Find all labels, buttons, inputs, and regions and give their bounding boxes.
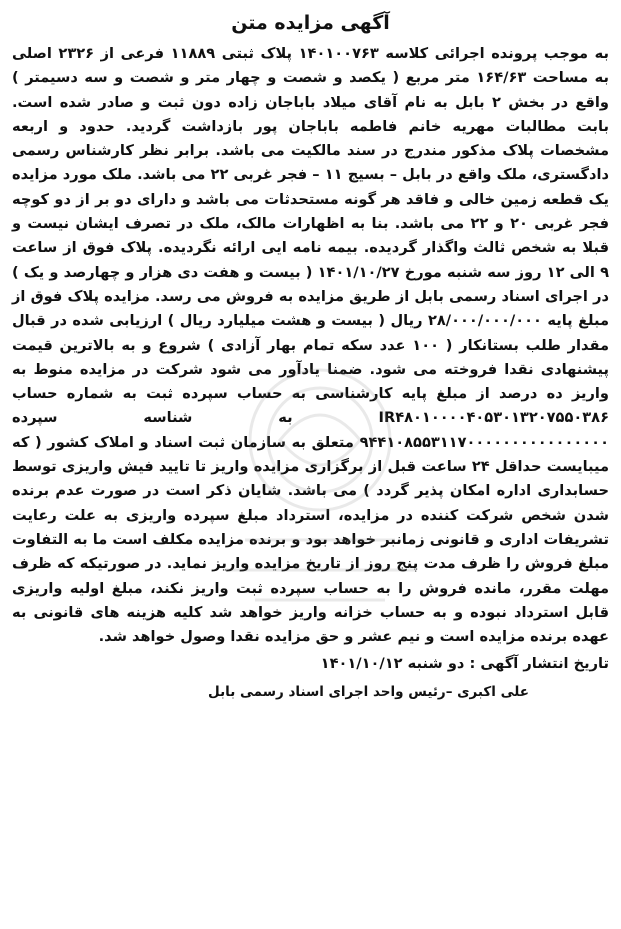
signature-line: علی اکبری –رئیس واحد اجرای اسناد رسمی بابل: [208, 684, 529, 701]
notice-body: به موجب پرونده اجرائی کلاسه ۱۴۰۱۰۰۷۶۳ پلاک ثبتی ۱۱۸۸۹ فرعی از ۲۳۲۶ اصلی به مساحت ۱۶۴/۶۳ متر مربع ( یکصد و شصت و چهار متر و شصت و سه دسیمتر ) واقع در بخش ۲ بابل به نام آقای میلاد باباجان زاده دون ثبت و صادر شده است. بابت مطالبات مهریه خانم فاطمه باباجان پور بازداشت گردید. حدود و اربعه مشخصات پلاک مذکور مندرج در سند مالکیت می باشد. برابر نظر کارشناس رسمی دادگستری، ملک واقع در بابل – بسیج ۱۱ – فجر غربی ۲۲ می باشد. ملک مورد مزایده یک قطعه زمین خالی و فاقد هر گونه مستحدثات می باشد و دارای دو بر از دو کوچه فجر غربی ۲۰ و ۲۲ می باشد. بنا به اظهارات مالک، ملک در تصرف ایشان نیست و قبلا به شخص ثالث واگذار گردیده. بیمه نامه ایی ارائه نگردیده. پلاک فوق از ساعت ۹ الی ۱۲ روز سه شنبه مورخ ۱۴۰۱/۱۰/۲۷ ( بیست و هفت دی هزار و چهارصد و یک ) در اجرای اسناد رسمی بابل از طریق مزایده به فروش می رسد. مزایده پلاک فوق از مبلغ پایه ۲۸/۰۰۰/۰۰۰/۰۰۰ ریال ( بیست و هشت میلیارد ریال ) ارزیابی شده در قبال مقدار طلب بستانکار ( ۱۰۰ عدد سکه تمام بهار آزادی ) شروع و به بالاترین قیمت پیشنهادی نقدا فروخته می شود. ضمنا یادآور می شود شرکت در مزایده منوط به واریز ده درصد از مبلغ پایه کارشناسی به حساب سپرده ثبت به شماره حساب IR۴۸۰۱۰۰۰۰۴۰۵۳۰۱۳۲۰۷۵۵۰۳۸۶ به شناسه سپرده ۹۴۴۱۰۸۵۵۳۱۱۷۰۰۰۰۰۰۰۰۰۰۰۰۰۰۰۰ متعلق به سازمان ثبت اسناد و املاک کشور ( که میبایست حداقل ۲۴ ساعت قبل از برگزاری مزایده واریز تا تایید فیش واریزی توسط حسابداری اداره امکان پذیر گردد ) می باشد. شایان ذکر است در صورت عدم برنده شدن شخص شرکت کننده در مزایده، استرداد مبلغ سپرده واریزی به علت رعایت تشریفات اداری و قانونی زمانبر خواهد بود و برنده مزایده مکلف است ما به التفاوت مبلغ فروش را ظرف مدت پنج روز از تاریخ مزایده واریز نماید. در صورتیکه که ظرف مهلت مقرر، مانده فروش را به حساب سپرده ثبت واریز نکند، مبلغ اولیه واریزی قابل استرداد نبوده و به حساب خزانه واریز خواهد شد کلیه هزینه های قانونی به عهده برنده مزایده است و نیم عشر و حق مزایده نقدا وصول خواهد شد.: [12, 45, 610, 646]
publish-date: تاریخ انتشار آگهی : دو شنبه ۱۴۰۱/۱۰/۱۲: [320, 655, 609, 673]
notice-title: آگهی مزایده متن: [231, 12, 390, 34]
